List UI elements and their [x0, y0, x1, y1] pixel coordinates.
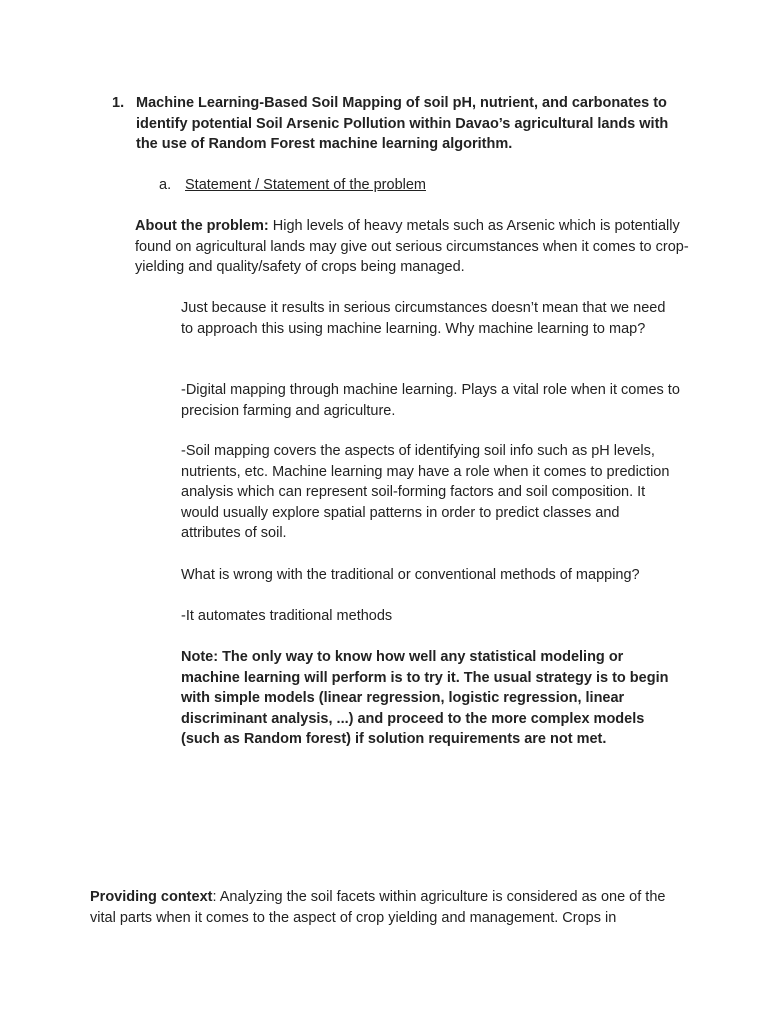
paragraph-traditional-question: What is wrong with the traditional or conventional methods of mapping? [181, 567, 640, 583]
paragraph-why-ml: Just because it results in serious circumstances doesn’t mean that we need to approach this using machine learning. Why machine learning to map? [181, 300, 666, 337]
subsection-title: Statement / Statement of the problem [185, 177, 426, 193]
section-heading [112, 93, 692, 155]
subsection-letter: a. [159, 177, 172, 193]
note-paragraph: Note: The only way to know how well any statistical modeling or machine learning will perform is to try it. The usual strategy is to begin with simple models (linear regression, logistic regression, linear discriminant analysis, ...) and proceed to the more complex models (such as Random forest) if solution requirements are not met. [181, 649, 669, 748]
heading-number: 1. [112, 95, 125, 111]
about-problem-label: About the problem: [135, 218, 269, 234]
about-problem-text: High levels of heavy metals such as Arsenic which is potentially found on agricultural lands may give out serious circumstances when it comes to crop-yielding and quality/safety of crops being managed. [135, 218, 689, 276]
paragraph-soil-mapping: -Soil mapping covers the aspects of identifying soil info such as pH levels, nutrients, etc. Machine learning may have a role when it comes to prediction analysis which can represent soil-forming factors and soil composition. It would usually explore spatial patterns in order to predict classes and attributes of soil. [181, 443, 670, 542]
heading-title: Machine Learning-Based Soil Mapping of soil pH, nutrient, and carbonates to identify potential Soil Arsenic Pollution within Davao’s agricultural lands with the use of Random Forest machine learning algorithm. [136, 95, 669, 152]
context-paragraph [90, 887, 680, 928]
paragraph-digital-mapping: -Digital mapping through machine learning. Plays a vital role when it comes to precision farming and agriculture. [181, 382, 680, 419]
context-label: Providing context [90, 889, 213, 905]
context-text: : Analyzing the soil facets within agriculture is considered as one of the vital parts when it comes to the aspect of crop yielding and management. Crops in [90, 889, 666, 926]
subsection-item [159, 175, 426, 195]
paragraph-automates: -It automates traditional methods [181, 608, 393, 624]
about-problem-paragraph [135, 216, 695, 278]
